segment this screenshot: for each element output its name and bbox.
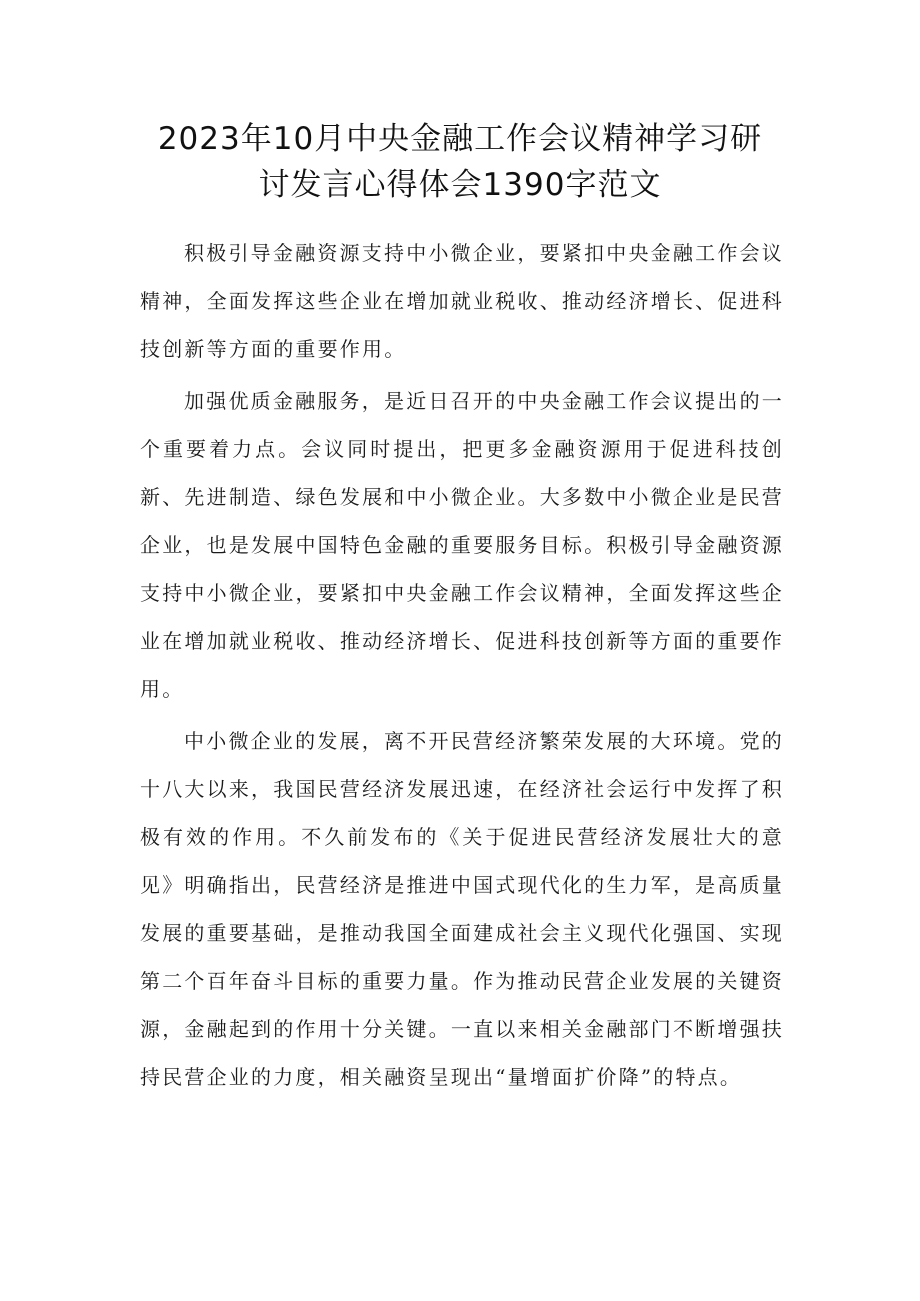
- title-line-1: 2023年10月中央金融工作会议精神学习研: [157, 121, 763, 157]
- paragraph-3: 中小微企业的发展，离不开民营经济繁荣发展的大环境。党的十八大以来，我国民营经济发展迅速，在经济社会运行中发挥了积极有效的作用。不久前发布的《关于促进民营经济发展壮大的意见》明确指出，民营经济是推进中国式现代化的生力军，是高质量发展的重要基础，是推动我国全面建成社会主义现代化强国、实现第二个百年奋斗目标的重要力量。作为推动民营企业发展的关键资源，金融起到的作用十分关键。一直以来相关金融部门不断增强扶持民营企业的力度，相关融资呈现出“量增面扩价降”的特点。: [140, 729, 784, 1089]
- document-title: [110, 116, 810, 208]
- paragraph-1: 积极引导金融资源支持中小微企业，要紧扣中央金融工作会议精神，全面发挥这些企业在增加就业税收、推动经济增长、促进科技创新等方面的重要作用。: [140, 241, 784, 361]
- paragraph-2: 加强优质金融服务，是近日召开的中央金融工作会议提出的一个重要着力点。会议同时提出，把更多金融资源用于促进科技创新、先进制造、绿色发展和中小微企业。大多数中小微企业是民营企业，也是发展中国特色金融的重要服务目标。积极引导金融资源支持中小微企业，要紧扣中央金融工作会议精神，全面发挥这些企业在增加就业税收、推动经济增长、促进科技创新等方面的重要作用。: [140, 389, 784, 701]
- document-body: [140, 229, 784, 1105]
- title-line-2: 讨发言心得体会1390字范文: [258, 167, 662, 203]
